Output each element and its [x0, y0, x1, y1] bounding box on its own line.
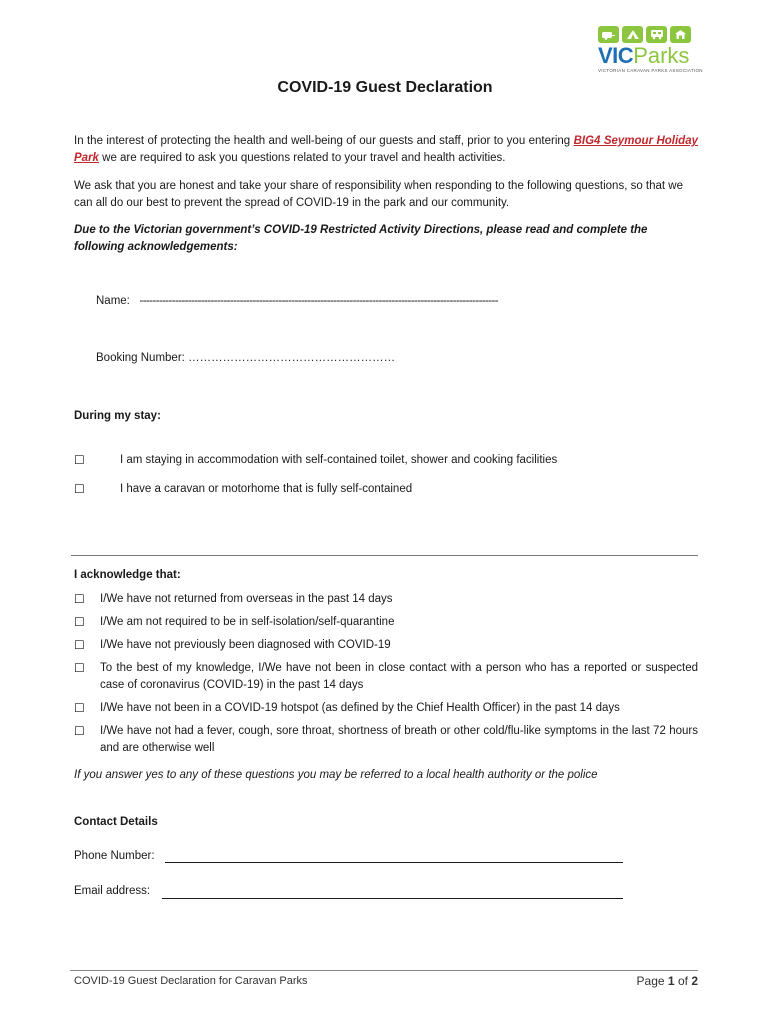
email-address-input[interactable] — [162, 898, 623, 899]
acknowledge-checkbox[interactable]: ☐ — [74, 615, 85, 629]
page-title: COVID-19 Guest Declaration — [277, 79, 493, 96]
section-divider — [71, 555, 698, 556]
park-name-link[interactable]: BIG4 Seymour Holiday Park — [74, 135, 698, 164]
of-word: of — [677, 974, 688, 988]
acknowledge-checkbox[interactable]: ☐ — [74, 701, 85, 715]
directions-paragraph: Due to the Victorian government’s COVID-19 Restricted Activity Directions, please read and complete the following acknowledgements: — [74, 224, 648, 253]
acknowledge-checkbox[interactable]: ☐ — [74, 724, 85, 738]
acknowledge-checkbox[interactable]: ☐ — [74, 661, 85, 675]
tent-icon — [622, 26, 643, 43]
stay-checkbox[interactable]: ☐ — [74, 482, 85, 496]
cabin-icon — [670, 26, 691, 43]
logo-icon-strip — [598, 26, 698, 43]
honesty-paragraph: We ask that you are honest and take your share of responsibility when responding to the following questions, so that we can all do our best to prevent the spread of COVID-19 in the park and our community. — [74, 180, 684, 209]
page-indicator — [637, 974, 698, 988]
acknowledge-heading: I acknowledge that: — [74, 569, 181, 581]
page-word: Page — [636, 974, 665, 988]
stay-heading: During my stay: — [74, 410, 161, 422]
logo-vic: VIC — [598, 43, 634, 68]
name-fill: --------------------------------------------------------------------------------------------------------------- — [139, 295, 498, 307]
acknowledge-item-label: I/We have not returned from overseas in the past 14 days — [100, 593, 393, 605]
acknowledge-item-label: I/We have not previously been diagnosed with COVID-19 — [100, 639, 391, 651]
acknowledge-item-label: I/We have not had a fever, cough, sore throat, shortness of breath or other cold/flu-like symptoms in the last 72 hours and are otherwise well — [100, 725, 698, 754]
logo-wordmark — [598, 45, 698, 67]
email-label: Email address: — [74, 885, 151, 897]
footer-document-title: COVID-19 Guest Declaration for Caravan Parks — [74, 975, 308, 987]
vic-parks-logo — [598, 26, 703, 80]
name-field[interactable] — [96, 295, 498, 307]
camper-icon — [646, 26, 667, 43]
contact-heading: Contact Details — [74, 816, 158, 828]
logo-parks: Parks — [633, 43, 690, 68]
stay-checkbox[interactable]: ☐ — [74, 453, 85, 467]
intro-paragraph — [74, 133, 698, 167]
page-number: 1 — [667, 974, 675, 988]
name-label: Name: — [96, 295, 130, 307]
booking-number-field[interactable] — [96, 352, 395, 364]
booking-fill: ……………………………………………… — [188, 352, 396, 364]
phone-number-input[interactable] — [165, 862, 623, 863]
caravan-icon — [598, 26, 619, 43]
acknowledge-item-label: I/We have not been in a COVID-19 hotspot (as defined by the Chief Health Officer) in the past 14 days — [100, 702, 620, 714]
logo-tagline: VICTORIAN CARAVAN PARKS ASSOCIATION — [598, 68, 703, 73]
warning-note: If you answer yes to any of these questions you may be referred to a local health authority or the police — [74, 769, 598, 781]
footer-divider — [70, 970, 698, 971]
acknowledge-checkbox[interactable]: ☐ — [74, 592, 85, 606]
acknowledge-item-label: I/We am not required to be in self-isolation/self-quarantine — [100, 616, 395, 628]
acknowledge-item-label: To the best of my knowledge, I/We have not been in close contact with a person who has a reported or suspected case of coronavirus (COVID-19) in the past 14 days — [100, 662, 698, 691]
acknowledge-checkbox[interactable]: ☐ — [74, 638, 85, 652]
stay-option-label: I have a caravan or motorhome that is fully self-contained — [120, 483, 413, 495]
intro-before: In the interest of protecting the health and well-being of our guests and staff, prior to you entering — [74, 135, 574, 147]
intro-after: we are required to ask you questions related to your travel and health activities. — [98, 152, 506, 164]
phone-label: Phone Number: — [74, 850, 155, 862]
page-total: 2 — [691, 974, 698, 988]
stay-option-label: I am staying in accommodation with self-contained toilet, shower and cooking facilities — [120, 454, 558, 466]
booking-label: Booking Number: — [96, 352, 185, 364]
